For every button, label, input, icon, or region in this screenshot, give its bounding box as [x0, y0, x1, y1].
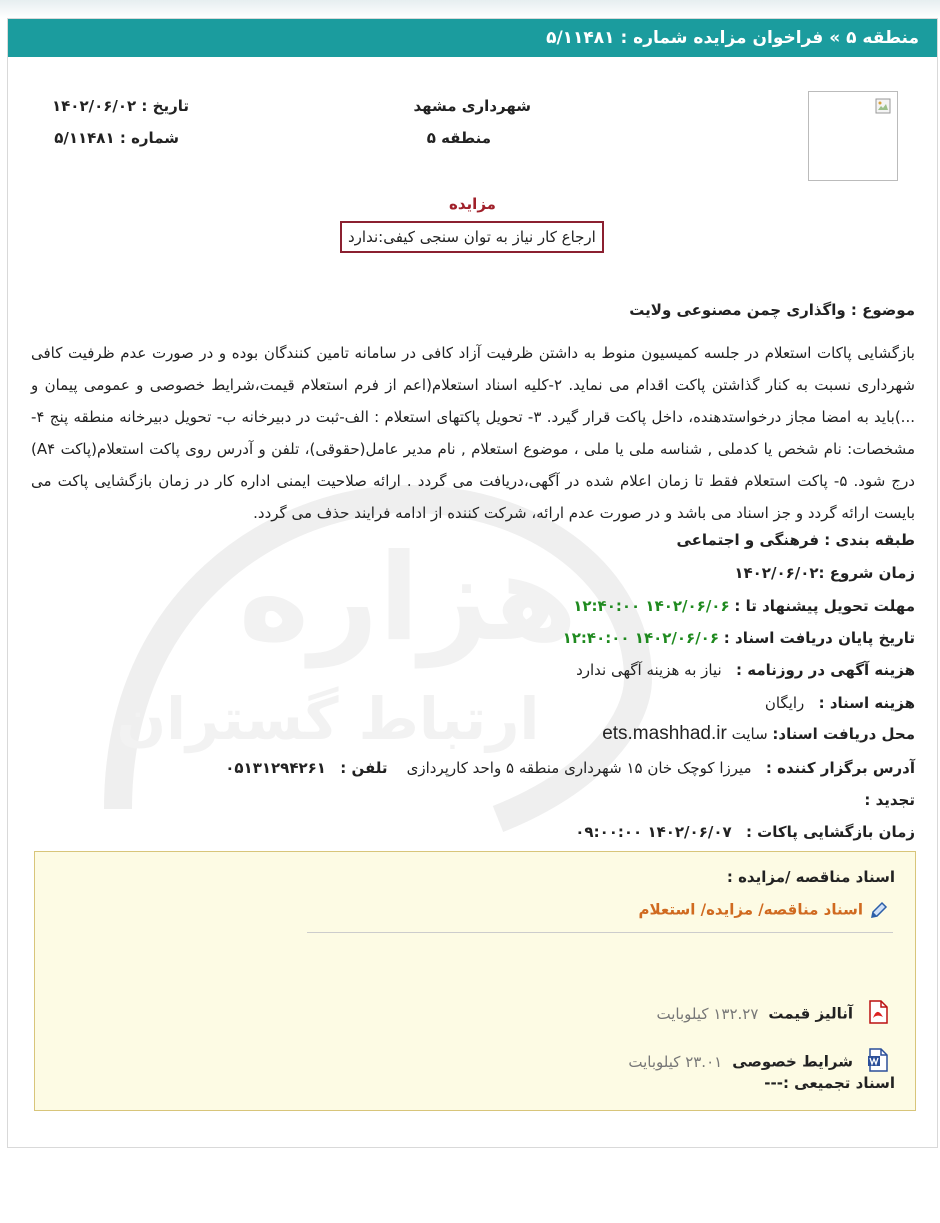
- address-label: آدرس برگزار کننده :: [765, 759, 915, 777]
- bid-deadline-value: ۱۴۰۲/۰۶/۰۶ ۱۲:۴۰:۰۰: [573, 597, 730, 615]
- tender-card: [7, 18, 938, 1148]
- doc-place-label: محل دریافت اسناد:: [772, 725, 915, 743]
- bid-deadline: [573, 597, 915, 615]
- opening-value: ۱۴۰۲/۰۶/۰۷ ۰۹:۰۰:۰۰: [575, 823, 732, 841]
- watermark-brand-main: هزاره: [238, 529, 578, 668]
- watermark-logo: [78, 479, 678, 839]
- phone-label: تلفن :: [340, 759, 388, 777]
- pencil-icon: [869, 900, 889, 920]
- renewal: تجدید :: [864, 791, 915, 809]
- opening-label: زمان بازگشایی پاکات :: [745, 823, 915, 841]
- doc-place-prefix: سایت: [731, 725, 768, 743]
- subject: موضوع : واگذاری چمن مصنوعی ولایت: [629, 301, 915, 319]
- doc-place-site-link[interactable]: ets.mashhad.ir: [602, 723, 727, 744]
- file-row-price-analysis[interactable]: [657, 1000, 889, 1028]
- file-row-special-conditions[interactable]: [628, 1048, 889, 1076]
- opening-time: [575, 823, 915, 841]
- file-size: ۱۳۲.۲۷ کیلوبایت: [656, 1004, 759, 1023]
- start-time: زمان شروع :۱۴۰۲/۰۶/۰۲: [734, 564, 915, 582]
- watermark-brand-sub: ارتباط گستران: [116, 685, 540, 753]
- tender-type-label: مزایده: [449, 195, 496, 213]
- file-name[interactable]: شرایط خصوصی: [732, 1052, 853, 1071]
- cumulative-documents: اسناد تجمیعی :---: [764, 1074, 895, 1092]
- word-icon: [867, 1048, 889, 1076]
- ad-cost-value: نیاز به هزینه آگهی ندارد: [576, 661, 722, 679]
- documents-divider: [307, 932, 893, 933]
- address-value: میرزا کوچک خان ۱۵ شهرداری منطقه ۵ واحد کارپردازی: [406, 759, 752, 777]
- announcement-date: تاریخ : ۱۴۰۲/۰۶/۰۲: [52, 97, 189, 115]
- category: طبقه بندی : فرهنگی و اجتماعی: [676, 531, 915, 549]
- page-title: منطقه ۵ » فراخوان مزایده شماره : ۵/۱۱۴۸۱: [8, 19, 937, 57]
- broken-image-icon: [875, 98, 891, 114]
- pdf-icon: [867, 1000, 889, 1028]
- documents-title: اسناد مناقصه /مزایده :: [726, 868, 895, 886]
- ad-cost: [576, 661, 915, 679]
- region-name: منطقه ۵: [426, 129, 491, 147]
- doc-cost-value: رایگان: [764, 694, 805, 712]
- municipality-logo-placeholder: [808, 91, 898, 181]
- organizer-address: [225, 759, 915, 777]
- phone-value: ۰۵۱۳۱۲۹۴۲۶۱: [225, 759, 326, 777]
- doc-end-label: تاریخ پایان دریافت اسناد :: [723, 629, 915, 647]
- ad-cost-label: هزینه آگهی در روزنامه :: [736, 661, 915, 679]
- doc-end-date: [563, 629, 915, 647]
- documents-link-label: اسناد مناقصه/ مزایده/ استعلام: [638, 900, 863, 919]
- quality-assessment-note: ارجاع کار نیاز به توان سنجی کیفی:ندارد: [340, 221, 604, 253]
- tender-documents-panel: [34, 851, 916, 1111]
- file-name[interactable]: آنالیز قیمت: [768, 1004, 853, 1023]
- bid-deadline-label: مهلت تحویل پیشنهاد تا :: [734, 597, 915, 615]
- doc-cost: [765, 694, 915, 712]
- doc-place: [602, 723, 915, 745]
- doc-end-value: ۱۴۰۲/۰۶/۰۶ ۱۲:۴۰:۰۰: [562, 629, 719, 647]
- file-size: ۲۳.۰۱ کیلوبایت: [628, 1052, 723, 1071]
- description: بازگشایی پاکات استعلام در جلسه کمیسیون منوط به داشتن ظرفیت آزاد کافی در سامانه تامین کنندگان بوده و در صورت عدم ظرفیت کافی شهرداری نسبت به کنار گذاشتن پاکت اقدام می نماید. ۲-کلیه اسناد استعلام(اعم از فرم استعلام قیمت،شرایط خصوصی و عمومی پیمان و ...)باید به امضا مجاز درخواستدهنده، داخل پاکت قرار گیرد. ۳- تحویل پاکتهای استعلام : الف-ثبت در دبیرخانه ب- تحویل دبیرخانه منطقه پنج ۴- مشخصات: نام شخص یا کدملی , شناسه ملی یا ملی ، موضوع استعلام , نام مدیر عامل(حقوقی)، تلفن و آدرس روی پاکت استعلام(پاکت A۴) درج شود. ۵- پاکت استعلام فقط تا زمان اعلام شده در آگهی،دریافت می گردد . ارائه صلاحیت ایمنی اداره کار در زمان بازگشایی پاکت می بایست ارائه گردد و جز اسناد می باشد و در صورت عدم ارائه، شرکت کننده از ادامه فرایند حذف می گردد.: [31, 344, 915, 522]
- top-strip: [0, 0, 940, 18]
- documents-link[interactable]: [639, 900, 890, 920]
- org-name: شهرداری مشهد: [413, 97, 531, 115]
- announcement-number: شماره : ۵/۱۱۴۸۱: [54, 129, 179, 147]
- doc-cost-label: هزینه اسناد :: [818, 694, 915, 712]
